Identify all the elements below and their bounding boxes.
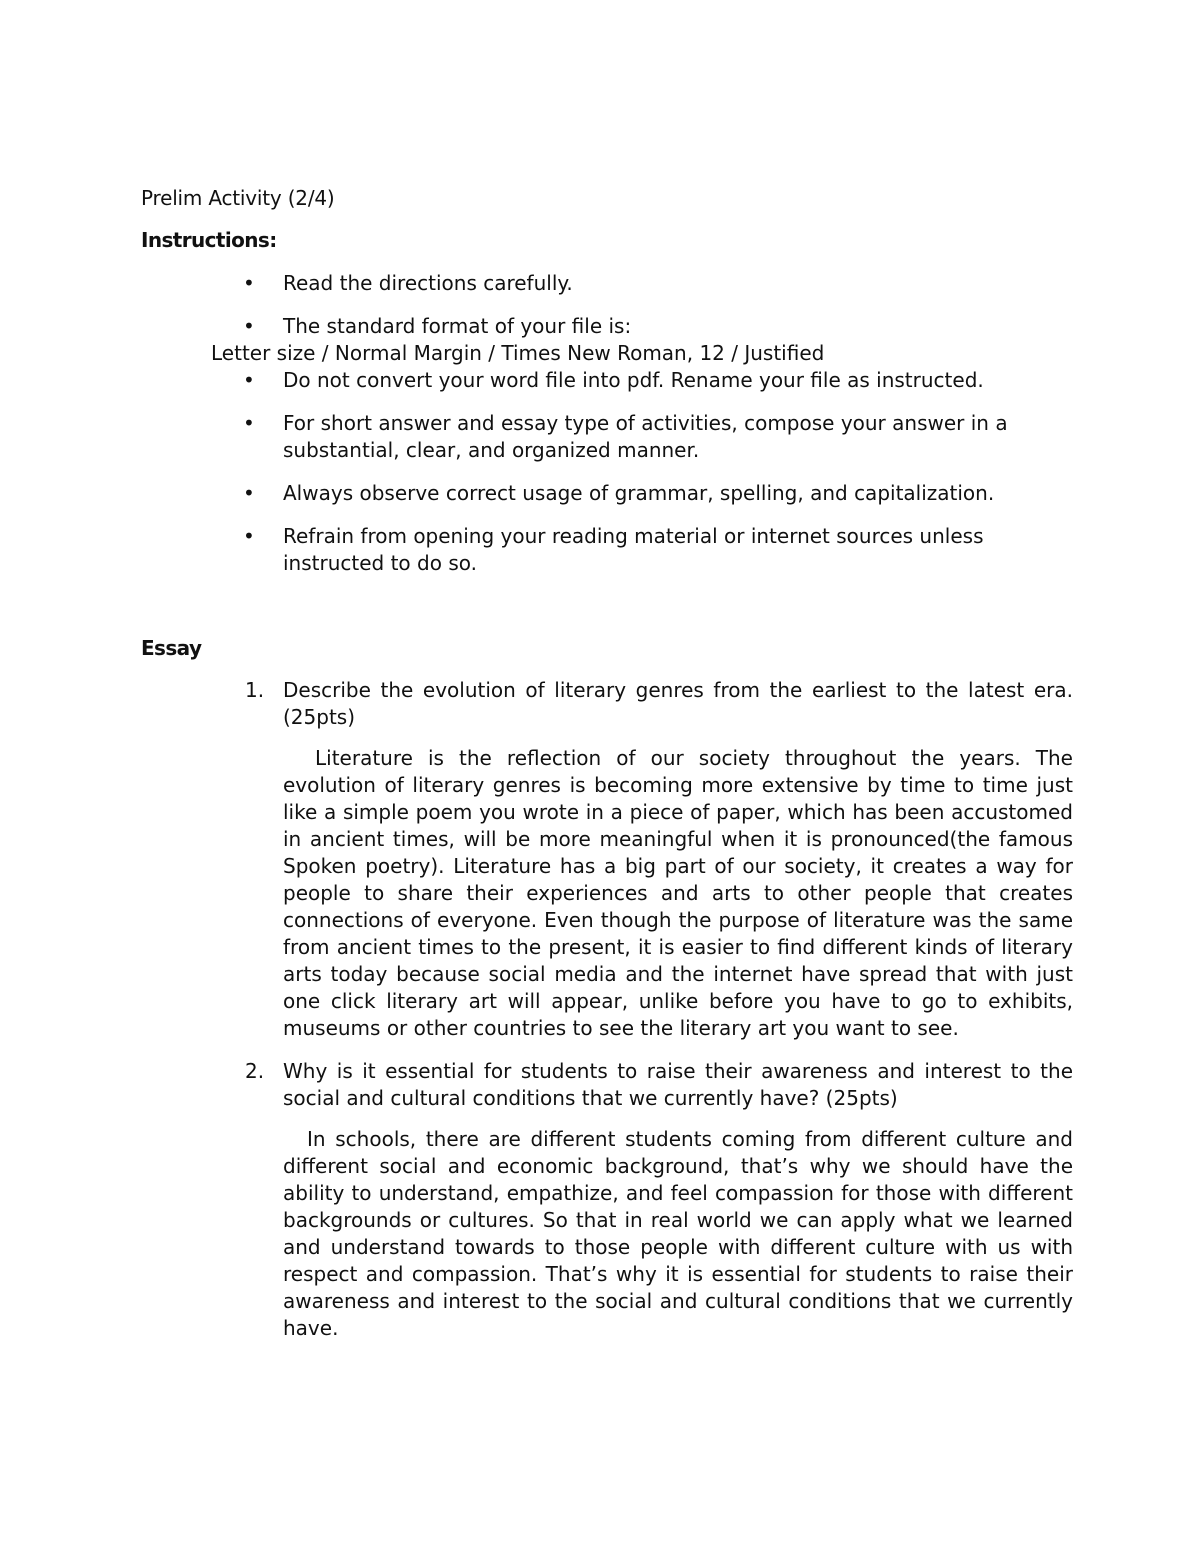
question-text: Why is it essential for students to raise their awareness and interest to the social and cultural conditions that we currently have? (25pts) xyxy=(283,1059,1073,1110)
bullet-icon: • xyxy=(243,271,255,295)
essay-questions-list xyxy=(243,677,1073,1342)
bullet-icon: • xyxy=(243,481,255,505)
list-item xyxy=(243,367,1073,394)
document-title: Prelim Activity (2/4) xyxy=(141,186,335,210)
instructions-list xyxy=(211,270,1073,593)
question-number: 1. xyxy=(245,678,265,702)
list-item xyxy=(243,270,1073,297)
answer-text: In schools, there are different students coming from different culture and different social and economic background, that’s why we should have the ability to understand, empathize, and feel compassion for those with different backgrounds or cultures. So that in real world we can apply what we learned and understand towards to those people with different culture with us with respect and compassion. That’s why it is essential for students to raise their awareness and interest to the social and cultural conditions that we currently have. xyxy=(283,1127,1073,1340)
bullet-icon: • xyxy=(243,411,255,435)
list-item xyxy=(243,313,1073,340)
format-line: Letter size / Normal Margin / Times New Roman, 12 / Justified xyxy=(211,341,825,365)
list-item xyxy=(243,523,1073,577)
instruction-text: Always observe correct usage of grammar, spelling, and capitalization. xyxy=(283,481,995,505)
instruction-text: The standard format of your file is: xyxy=(283,314,632,338)
instruction-text: Read the directions carefully. xyxy=(283,271,573,295)
instruction-text: Refrain from opening your reading material or internet sources unless instructed to do so. xyxy=(283,524,984,575)
answer-text: Literature is the reflection of our society throughout the years. The evolution of literary genres is becoming more extensive by time to time just like a simple poem you wrote in a piece of paper, which has been accustomed in ancient times, will be more meaningful when it is pronounced(the famous Spoken poetry). Literature has a big part of our society, it creates a way for people to share their experiences and arts to other people that creates connections of everyone. Even though the purpose of literature was the same from ancient times to the present, it is easier to find different kinds of literary arts today because social media and the internet have spread that with just one click literary art will appear, unlike before you have to go to exhibits, museums or other countries to see the literary art you want to see. xyxy=(283,746,1073,1040)
essay-heading: Essay xyxy=(141,636,202,660)
bullet-icon: • xyxy=(243,524,255,548)
list-item xyxy=(243,480,1073,507)
format-line-container xyxy=(211,340,1073,367)
instructions-heading: Instructions: xyxy=(141,228,277,252)
essay-question-item xyxy=(243,677,1073,1042)
question-number: 2. xyxy=(245,1059,265,1083)
essay-question-item xyxy=(243,1058,1073,1342)
instruction-text: For short answer and essay type of activities, compose your answer in a substantial, clear, and organized manner. xyxy=(283,411,1008,462)
list-item xyxy=(243,410,1073,464)
instruction-text: Do not convert your word file into pdf. Rename your file as instructed. xyxy=(283,368,984,392)
question-text: Describe the evolution of literary genres from the earliest to the latest era. (25pts) xyxy=(283,678,1073,729)
bullet-icon: • xyxy=(243,368,255,392)
bullet-icon: • xyxy=(243,314,255,338)
